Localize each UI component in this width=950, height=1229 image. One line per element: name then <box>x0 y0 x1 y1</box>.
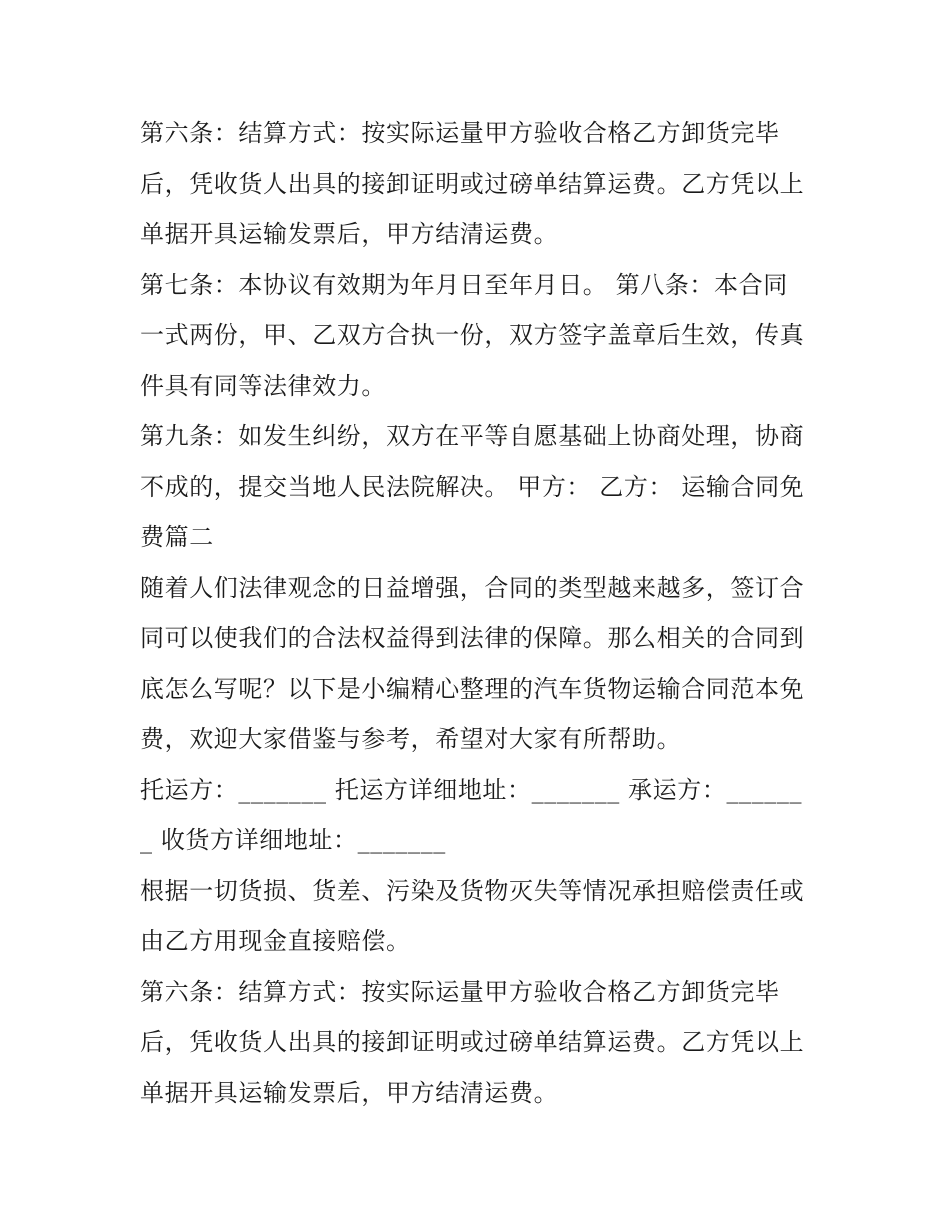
paragraph-settlement-2: 第六条：结算方式：按实际运量甲方验收合格乙方卸货完毕后，凭收货人出具的接卸证明或过磅单结算运费。乙方凭以上单据开具运输发票后，甲方结清运费。 <box>140 977 805 1107</box>
paragraph-validity: 第七条：本协议有效期为年月日至年月日。 第八条：本合同一式两份，甲、乙双方合执一份，双方签字盖章后生效，传真件具有同等法律效力。 <box>140 270 805 400</box>
paragraph-compensation: 根据一切货损、货差、污染及货物灭失等情况承担赔偿责任或由乙方用现金直接赔偿。 <box>140 876 805 955</box>
document-page <box>140 108 812 1118</box>
paragraph-settlement-1: 第六条：结算方式：按实际运量甲方验收合格乙方卸货完毕后，凭收货人出具的接卸证明或过磅单结算运费。乙方凭以上单据开具运输发票后，甲方结清运费。 <box>140 119 805 248</box>
paragraph-disputes: 第九条：如发生纠纷，双方在平等自愿基础上协商处理，协商不成的，提交当地人民法院解决。 甲方： 乙方： 运输合同免费篇二 <box>140 422 805 551</box>
paragraph-intro: 随着人们法律观念的日益增强，合同的类型越来越多，签订合同可以使我们的合法权益得到法律的保障。那么相关的合同到底怎么写呢？以下是小编精心整理的汽车货物运输合同范本免费，欢迎大家借鉴与参考，希望对大家有所帮助。 <box>140 573 805 753</box>
paragraph-parties: 托运方：_______ 托运方详细地址：_______ 承运方：_______ 收货方详细地址：_______ <box>140 775 803 854</box>
